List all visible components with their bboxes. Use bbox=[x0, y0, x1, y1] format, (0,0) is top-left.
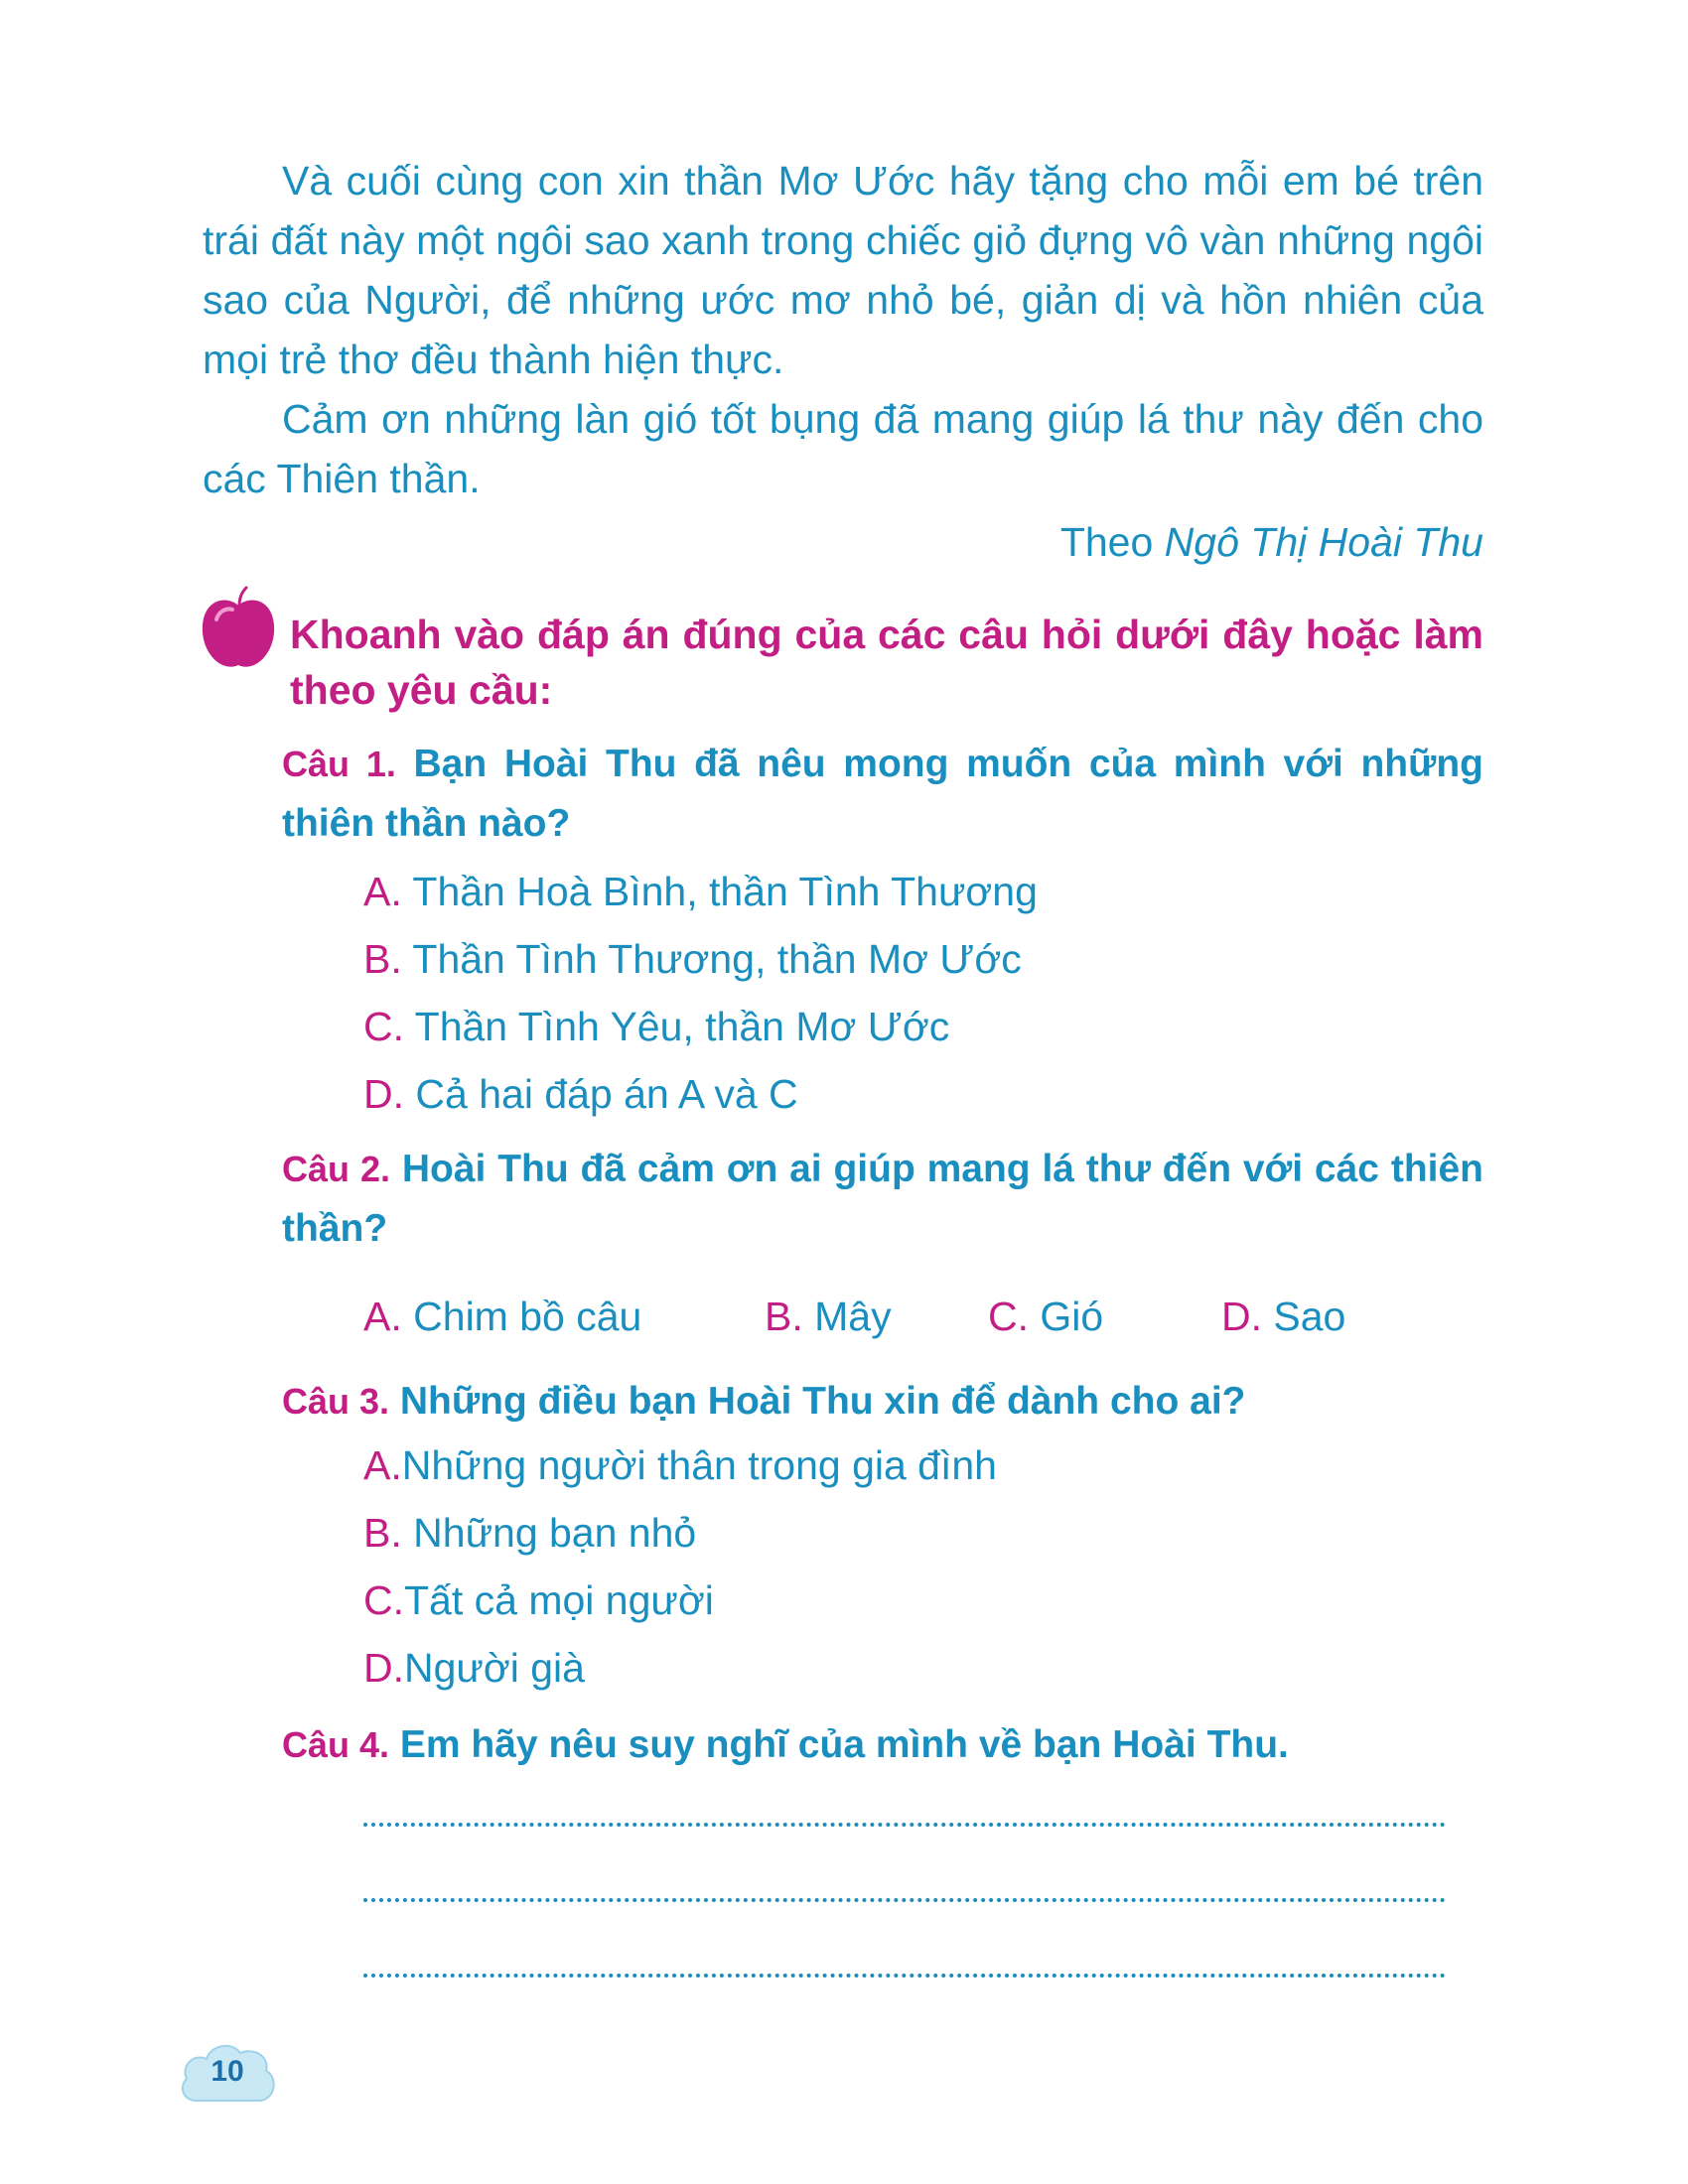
answer-line-2[interactable] bbox=[363, 1898, 1446, 1902]
q1-option-b[interactable]: B. Thần Tình Thương, thần Mơ Ước bbox=[363, 936, 1022, 982]
passage-paragraph-2: Cảm ơn những làn gió tốt bụng đã mang giúp lá thư này đến cho các Thiên thần. bbox=[203, 396, 1483, 501]
question-4 bbox=[282, 1715, 1483, 1775]
question-1-label: Câu 1. bbox=[282, 744, 396, 784]
answer-line-3[interactable] bbox=[363, 1974, 1446, 1978]
q3-option-a[interactable]: A.Những người thân trong gia đình bbox=[363, 1442, 997, 1488]
question-2-text: Hoài Thu đã cảm ơn ai giúp mang lá thư đến với các thiên thần? bbox=[282, 1148, 1483, 1250]
q3-option-b[interactable]: B. Những bạn nhỏ bbox=[363, 1510, 697, 1556]
q1-option-d[interactable]: D. Cả hai đáp án A và C bbox=[363, 1071, 798, 1117]
question-3 bbox=[282, 1372, 1483, 1432]
question-1-text: Bạn Hoài Thu đã nêu mong muốn của mình với những thiên thần nào? bbox=[282, 743, 1483, 845]
author-credit: Theo Ngô Thị Hoài Thu bbox=[1059, 519, 1483, 565]
page-number-badge bbox=[177, 2039, 278, 2111]
answer-line-1[interactable] bbox=[363, 1823, 1446, 1827]
question-2 bbox=[282, 1140, 1483, 1259]
q3-option-c[interactable]: C.Tất cả mọi người bbox=[363, 1577, 714, 1623]
question-1 bbox=[282, 735, 1483, 854]
q1-option-c[interactable]: C. Thần Tình Yêu, thần Mơ Ước bbox=[363, 1004, 950, 1049]
author-name: Ngô Thị Hoài Thu bbox=[1164, 519, 1483, 565]
q3-option-d[interactable]: D.Người già bbox=[363, 1645, 585, 1691]
q1-option-a[interactable]: A. Thần Hoà Bình, thần Tình Thương bbox=[363, 869, 1038, 914]
q2-option-a[interactable]: A. Chim bồ câu bbox=[363, 1294, 642, 1339]
q2-option-c[interactable]: C. Gió bbox=[988, 1294, 1104, 1339]
instruction-heading: Khoanh vào đáp án đúng của các câu hỏi dưới đây hoặc làm theo yêu cầu: bbox=[290, 612, 1483, 713]
passage-paragraph-1: Và cuối cùng con xin thần Mơ Ước hãy tặng cho mỗi em bé trên trái đất này một ngôi sao xanh trong chiếc giỏ đựng vô vàn những ngôi sao của Người, để những ước mơ nhỏ bé, giản dị và hồn nhiên của mọi trẻ thơ đều thành hiện thực. bbox=[203, 158, 1483, 382]
question-3-label: Câu 3. bbox=[282, 1381, 390, 1422]
q2-option-b[interactable]: B. Mây bbox=[765, 1294, 892, 1339]
q2-option-d[interactable]: D. Sao bbox=[1221, 1294, 1346, 1339]
apple-icon bbox=[199, 586, 278, 675]
question-2-label: Câu 2. bbox=[282, 1149, 391, 1189]
page-number: 10 bbox=[211, 2055, 244, 2088]
question-4-label: Câu 4. bbox=[282, 1724, 390, 1765]
question-4-text: Em hãy nêu suy nghĩ của mình về bạn Hoài Thu. bbox=[399, 1723, 1289, 1766]
question-3-text: Những điều bạn Hoài Thu xin để dành cho ai? bbox=[399, 1380, 1246, 1423]
